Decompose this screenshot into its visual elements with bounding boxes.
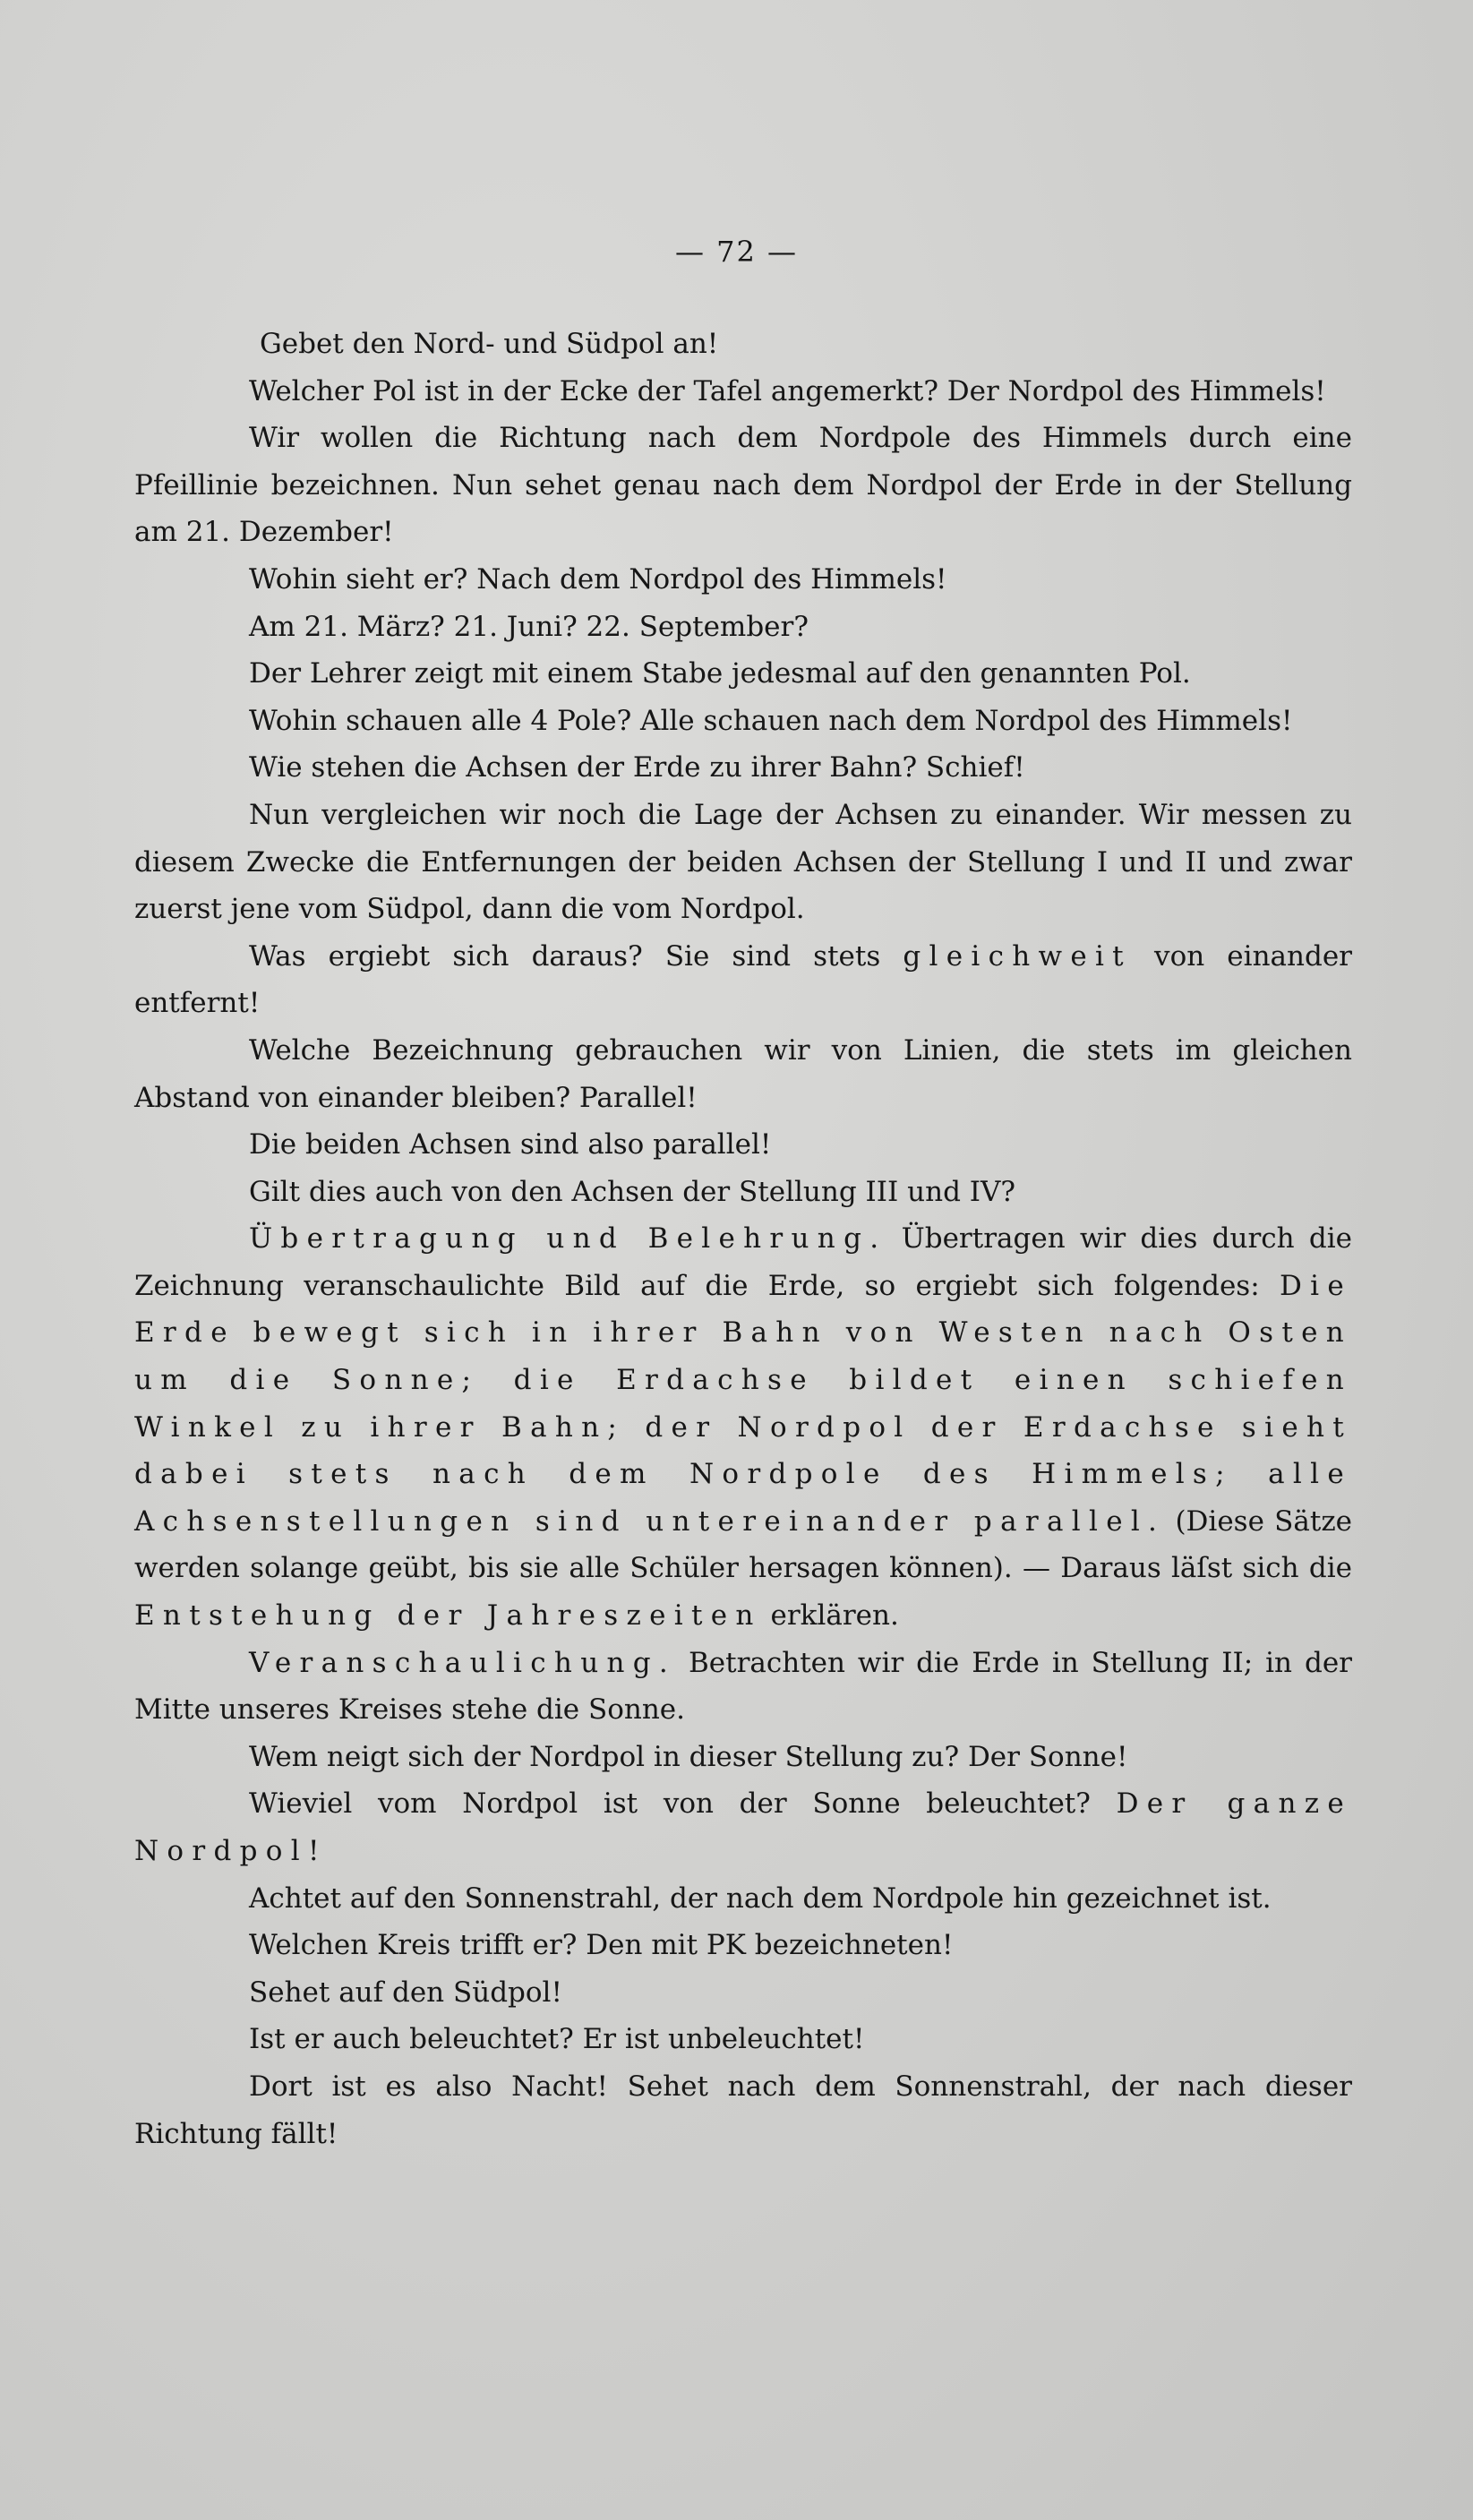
paragraph [134, 1922, 1352, 1969]
paragraph [134, 1875, 1352, 1923]
text-segment: (Diese Sätze werden solange geübt, bis sie alle Schüler hersagen können). — Daraus läſst sich die [134, 1504, 1353, 1585]
paragraph [134, 604, 1352, 651]
page-number: — 72 — [674, 235, 799, 269]
text-segment: Wie stehen die Achsen der Erde zu ihrer Bahn? Schief! [249, 751, 1025, 784]
emphasized-text: Der ganze Nordpol! [134, 1787, 1353, 1867]
paragraph [134, 792, 1352, 933]
text-segment: Wir wollen die Richtung nach dem Nordpole des Himmels durch eine Pfeillinie bezeichnen. Nun sehet genau nach dem Nordpol der Erde in der Stellung am 21. Dezember! [134, 422, 1352, 549]
paragraph [134, 321, 1352, 368]
paragraph [134, 1780, 1352, 1874]
text-segment: erklären. [761, 1599, 899, 1633]
text-segment: Betrachten wir die Erde in Stellung II; in der Mitte unseres Kreises stehe die Sonne. [134, 1646, 1352, 1727]
paragraph [134, 744, 1352, 792]
text-segment: Gebet den Nord- und Südpol an! [260, 328, 719, 360]
paragraph [134, 1027, 1352, 1121]
page-body-text [134, 321, 1352, 2157]
paragraph [134, 368, 1352, 416]
emphasized-text: gleichweit [903, 939, 1132, 973]
text-segment: Wohin sieht er? Nach dem Nordpol des Himmels! [249, 562, 947, 596]
text-segment: Der Lehrer zeigt mit einem Stabe jedesmal auf den genannten Pol. [249, 657, 1191, 690]
text-segment: Am 21. März? 21. Juni? 22. September? [249, 610, 809, 643]
text-segment: Welcher Pol ist in der Ecke der Tafel angemerkt? Der Nordpol des Himmels! [249, 374, 1326, 407]
text-segment: Wohin schauen alle 4 Pole? Alle schauen nach dem Nordpol des Himmels! [249, 704, 1293, 737]
emphasized-text: Übertragung und Belehrung. [249, 1222, 887, 1256]
text-segment: Wieviel vom Nordpol ist von der Sonne beleuchtet? [249, 1787, 1117, 1821]
emphasized-text: Die Erde bewegt sich in ihrer Bahn von Westen nach Osten um die Sonne; die Erdachse bildet einen schiefen Winkel zu ihrer Bahn; der Nordpol der Erdachse sieht dabei stets nach dem Nordpole des Himmels; alle Achsenstellungen sind untereinander parallel. [134, 1269, 1352, 1538]
paragraph [134, 650, 1352, 698]
paragraph [134, 698, 1352, 745]
paragraph [134, 1215, 1352, 1639]
text-segment: Achtet auf den Sonnenstrahl, der nach dem Nordpole hin gezeichnet ist. [249, 1881, 1272, 1915]
paragraph [134, 1169, 1352, 1216]
paragraph [134, 556, 1352, 604]
text-segment: Sehet auf den Südpol! [249, 1976, 562, 2009]
paragraph [134, 2063, 1352, 2157]
paragraph [134, 1969, 1352, 2017]
text-segment: von einander entfernt! [134, 939, 1352, 1020]
emphasized-text: Veranschaulichung. [249, 1646, 677, 1679]
text-segment: Übertragen wir dies durch die Zeichnung veranschaulichte Bild auf die Erde, so ergiebt sich folgendes: [134, 1222, 1352, 1302]
text-segment: Welche Bezeichnung gebrauchen wir von Linien, die stets im gleichen Abstand von einander bleiben? Parallel! [134, 1033, 1352, 1114]
text-segment: Nun vergleichen wir noch die Lage der Achsen zu einander. Wir messen zu diesem Zwecke die Entfernungen der beiden Achsen der Stellung I und II und zwar zuerst jene vom Südpol, dann die vom Nordpol. [134, 798, 1352, 926]
paragraph [134, 1640, 1352, 1734]
text-segment: Welchen Kreis trifft er? Den mit PK bezeichneten! [249, 1929, 954, 1962]
text-segment: Was ergiebt sich daraus? Sie sind stets [249, 939, 903, 973]
paragraph [134, 933, 1352, 1027]
text-segment: Gilt dies auch von den Achsen der Stellung III und IV? [249, 1175, 1016, 1208]
paragraph [134, 1734, 1352, 1781]
paragraph [134, 2016, 1352, 2063]
paragraph [134, 415, 1352, 556]
text-segment: Wem neigt sich der Nordpol in dieser Stellung zu? Der Sonne! [249, 1740, 1128, 1773]
text-segment: Dort ist es also Nacht! Sehet nach dem Sonnenstrahl, der nach dieser Richtung fällt! [134, 2070, 1352, 2150]
paragraph [134, 1121, 1352, 1169]
emphasized-text: Entstehung der Jahreszeiten [134, 1599, 762, 1633]
text-segment: Die beiden Achsen sind also parallel! [249, 1128, 772, 1161]
text-segment: Ist er auch beleuchtet? Er ist unbeleuchtet! [249, 2023, 865, 2056]
